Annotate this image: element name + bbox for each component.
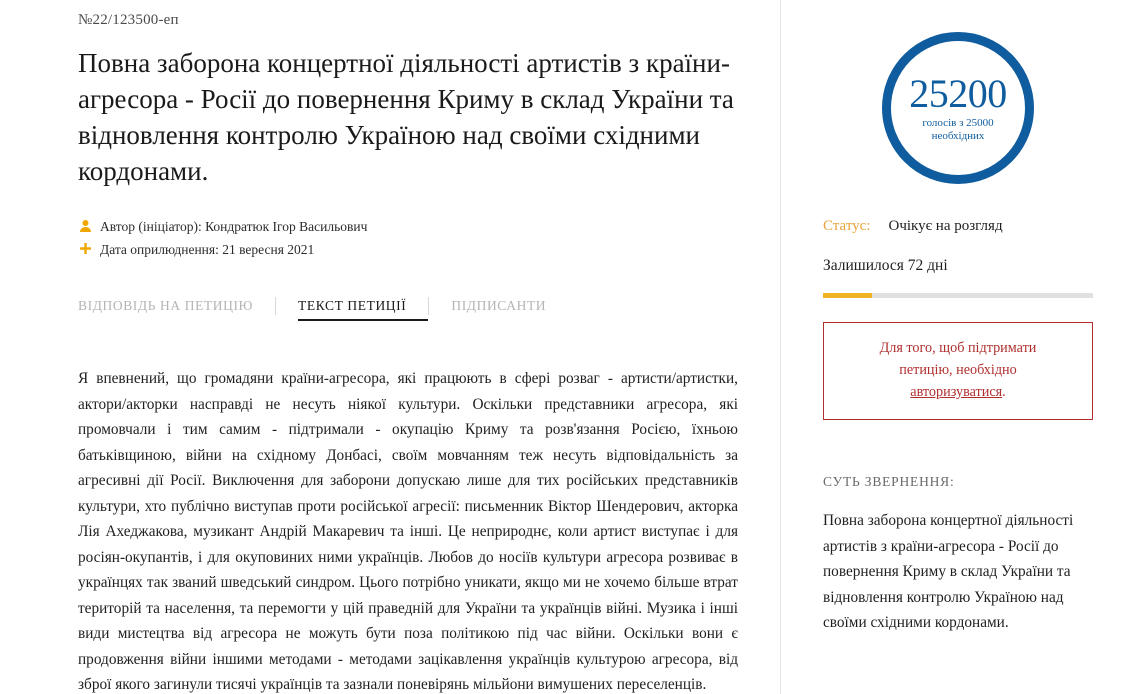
tab-petition-text[interactable]: ТЕКСТ ПЕТИЦІЇ: [298, 298, 428, 321]
date-row: [78, 242, 740, 258]
status-row: [823, 218, 1093, 235]
progress-bar: [823, 293, 1093, 298]
votes-caption-line2: необхідних: [931, 129, 985, 142]
tab-divider-1: [275, 297, 276, 315]
author-row: [78, 219, 740, 235]
user-icon: [78, 219, 92, 232]
tab-signatories[interactable]: ПІДПИСАНТИ: [451, 298, 547, 313]
date-label: Дата оприлюднення: 21 вересня 2021: [100, 242, 315, 257]
authorize-notice-tail: .: [1002, 384, 1006, 400]
essence-text: Повна заборона концертної діяльності артистів з країни-агресора - Росії до повернення Криму в склад України та відновлення контролю Україною над своїми східними кордонами.: [823, 512, 1074, 631]
authorize-link[interactable]: авторизуватися: [910, 384, 1003, 400]
tab-bar: [78, 294, 740, 324]
votes-caption: [922, 117, 993, 143]
petition-number: №22/123500-еп: [78, 12, 179, 28]
sidebar: [780, 0, 1129, 694]
votes-counter: [882, 32, 1034, 184]
status-badge: Очікує на розгляд: [888, 218, 1003, 234]
days-left-label: Залишилося 72 дні: [823, 257, 948, 274]
authorize-notice-line1: Для того, щоб підтримати: [879, 340, 1037, 356]
page-title: Повна заборона концертної діяльності артистів з країни-агресора - Росії до повернення Криму в склад України та відновлення контролю Україною над своїми східними кордонами.: [78, 48, 734, 186]
authorize-notice-line2: петицію, необхідно: [899, 362, 1017, 378]
petition-body-text: Я впевнений, що громадяни країни-агресора, які працюють в сфері розваг - артисти/артистки, актори/акторки насправді не несуть ніякої культури. Оскільки представники агресора, які промовчали і тим самим - підтримали - окупацію Криму та розв'язання Росією, їхньою батьківщиною, війни на східному Донбасі, своїм мовчанням теж несуть відповідальність за агресивні дії Росії. Виключення для заборони допускаю лише для тих російських представників культури, хто публічно виступав проти російської агресії: письменник Віктор Шендерович, акторка Лія Ахеджакова, музикант Андрій Макаревич та інші. Це неприроднє, коли артист виступає і для росіян-окупантів, і для окуповиних ними українців. Любов до носіїв культури агресора розвиває в українцях так званий шведський синдром. Цього потрібно уникати, якщо ми не хочемо більше втрат територій та населення, та перемогти у цій праведній для України та українців війні. Музика і інші види мистецтва від агресора не можуть бути поза політикою під час війни. Оскільки вони є продовження війни іншими методами - методами зацікавлення українців культурою агресора, від зброї якого загинули тисячі українців та зазнали поневірянь мільйони вимушених переселенців.: [78, 370, 738, 693]
votes-caption-line1: голосів з 25000: [922, 116, 994, 129]
essence-title: СУТЬ ЗВЕРНЕННЯ:: [823, 474, 955, 489]
tab-divider-2: [428, 297, 429, 315]
authorize-notice: [823, 322, 1093, 420]
tab-response[interactable]: ВІДПОВІДЬ НА ПЕТИЦІЮ: [78, 298, 254, 313]
author-label: Автор (ініціатор): Кондратюк Ігор Васильович: [100, 219, 368, 234]
plus-icon: [78, 242, 92, 254]
votes-counter-wrap: [823, 32, 1093, 184]
status-label: Статус:: [823, 218, 871, 234]
progress-bar-fill: [823, 293, 872, 298]
votes-count: 25200: [909, 70, 1007, 116]
